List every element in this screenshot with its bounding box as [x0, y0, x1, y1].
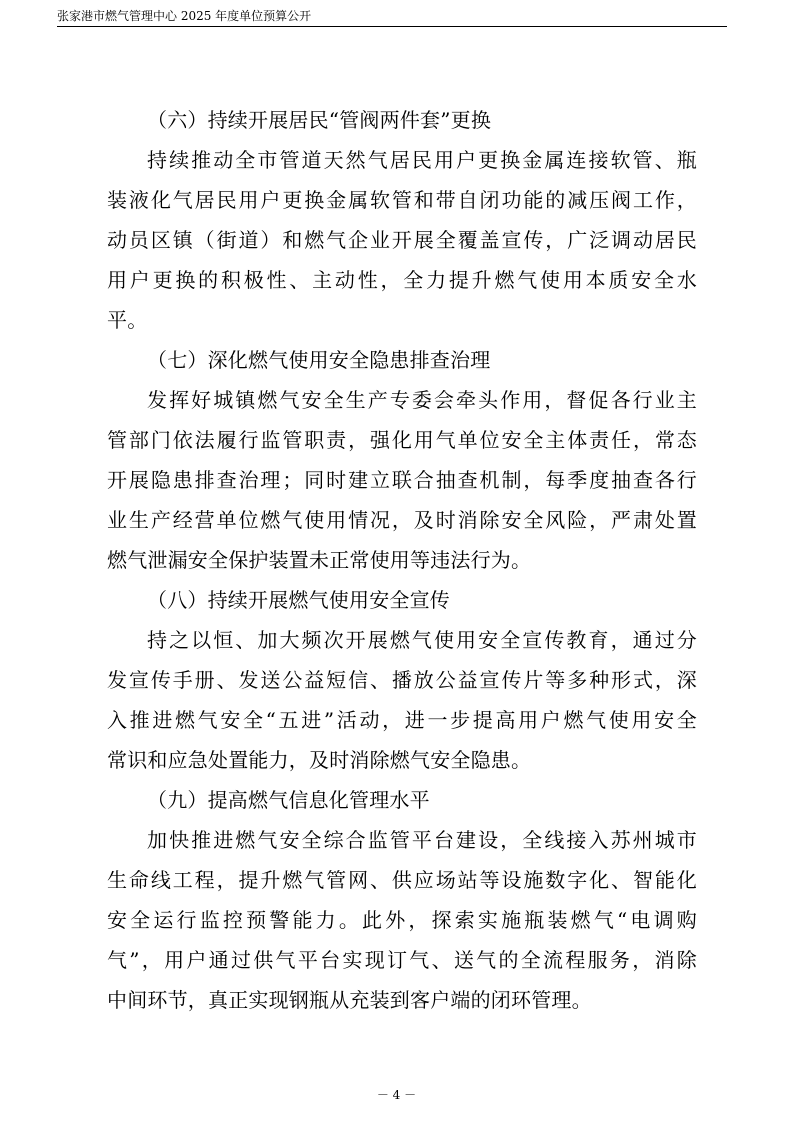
page-header	[57, 8, 727, 27]
paragraph-line: 安全运行监控预警能力。此外，探索实施瓶装燃气“电调购	[107, 908, 697, 932]
section-heading-9: （九）提高燃气信息化管理水平	[147, 788, 430, 812]
paragraph-line: 开展隐患排查治理；同时建立联合抽查机制，每季度抽查各行	[107, 468, 697, 492]
paragraph-line: 平。	[107, 308, 148, 332]
section-paragraph-6	[107, 140, 697, 340]
paragraph-line: 装液化气居民用户更换金属软管和带自闭功能的减压阀工作，	[107, 188, 697, 212]
section-heading-6: （六）持续开展居民“管阀两件套”更换	[147, 108, 492, 132]
section-paragraph-9	[107, 820, 697, 1020]
page-number: － 4 －	[376, 1088, 417, 1102]
section-heading-7: （七）深化燃气使用安全隐患排查治理	[147, 348, 491, 372]
paragraph-line: 持之以恒、加大频次开展燃气使用安全宣传教育，通过分	[147, 628, 697, 652]
paragraph-line: 发挥好城镇燃气安全生产专委会牵头作用，督促各行业主	[147, 388, 697, 412]
paragraph-line: 入推进燃气安全“五进”活动，进一步提高用户燃气使用安全	[107, 708, 697, 732]
paragraph-line: 动员区镇（街道）和燃气企业开展全覆盖宣传，广泛调动居民	[107, 228, 697, 252]
paragraph-line: 管部门依法履行监管职责，强化用气单位安全主体责任，常态	[107, 428, 697, 452]
section-paragraph-7	[107, 380, 697, 580]
paragraph-line: 燃气泄漏安全保护装置未正常使用等违法行为。	[107, 548, 532, 572]
paragraph-line: 生命线工程，提升燃气管网、供应场站等设施数字化、智能化	[107, 868, 697, 892]
paragraph-line: 中间环节，真正实现钢瓶从充装到客户端的闭环管理。	[107, 988, 592, 1012]
header-title: 张家港市燃气管理中心 2025 年度单位预算公开	[57, 9, 312, 23]
section-paragraph-8	[107, 620, 697, 780]
paragraph-line: 持续推动全市管道天然气居民用户更换金属连接软管、瓶	[147, 148, 697, 172]
paragraph-line: 发宣传手册、发送公益短信、播放公益宣传片等多种形式，深	[107, 668, 697, 692]
paragraph-line: 用户更换的积极性、主动性，全力提升燃气使用本质安全水	[107, 268, 697, 292]
paragraph-line: 加快推进燃气安全综合监管平台建设，全线接入苏州城市	[147, 828, 697, 852]
paragraph-line: 气”，用户通过供气平台实现订气、送气的全流程服务，消除	[107, 948, 697, 972]
section-heading-8: （八）持续开展燃气使用安全宣传	[147, 588, 450, 612]
paragraph-line: 常识和应急处置能力，及时消除燃气安全隐患。	[107, 748, 532, 772]
document-body	[107, 100, 697, 1020]
paragraph-line: 业生产经营单位燃气使用情况，及时消除安全风险，严肃处置	[107, 508, 697, 532]
